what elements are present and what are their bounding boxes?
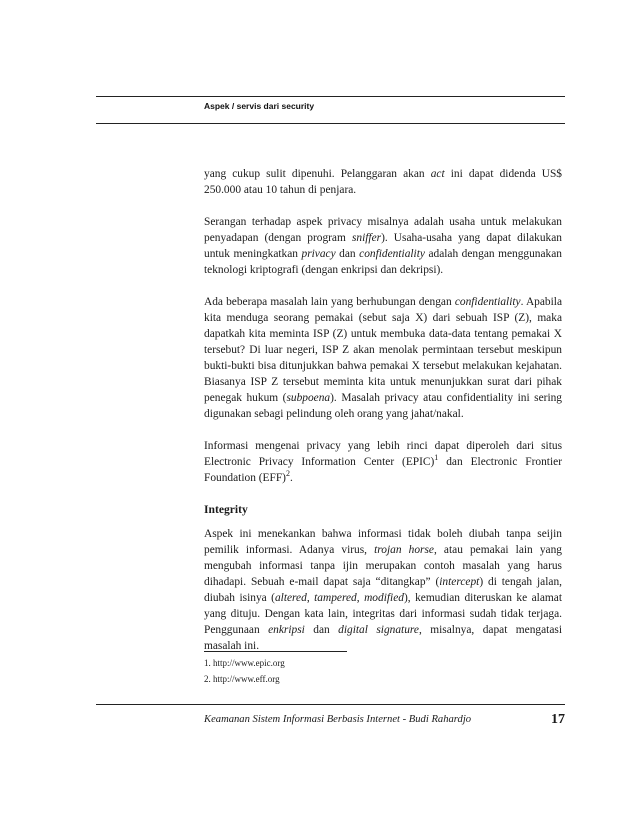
footnote-2[interactable]: 2. http://www.eff.org xyxy=(204,674,280,684)
paragraph-privacy-attack xyxy=(204,214,562,278)
text-run: ). Usaha-usaha yang dapat dilakukan untuk meningkatkan xyxy=(204,232,563,260)
footnote-ref[interactable]: 2 xyxy=(285,469,290,478)
text-run: ) di tengah jalan, diubah isinya ( xyxy=(204,576,563,604)
footnote-ref[interactable]: 1 xyxy=(434,453,439,462)
paragraph-privacy-resources xyxy=(204,438,562,486)
paragraph-integrity xyxy=(204,526,562,654)
footnote-1[interactable]: 1. http://www.epic.org xyxy=(204,658,285,668)
page-number: 17 xyxy=(551,712,565,727)
footnote-separator xyxy=(204,651,347,652)
section-heading-integrity: Integrity xyxy=(204,503,248,516)
text-run: dan Electronic Frontier Foundation (EFF) xyxy=(204,456,562,484)
footer-book-title: Keamanan Sistem Informasi Berbasis Internet - Budi Rahardjo xyxy=(204,714,472,725)
italic-term: intercept xyxy=(439,576,480,588)
text-run: . xyxy=(289,472,293,484)
page-footer xyxy=(204,714,565,725)
text-run: Aspek ini menekankan bahwa informasi tidak boleh diubah tanpa seijin pemilik informasi. Adanya virus, xyxy=(204,528,562,556)
text-run: Informasi mengenai privacy yang lebih rinci dapat diperoleh dari situs Electronic Privacy Information Center (EPIC) xyxy=(204,440,562,468)
text-run: yang cukup sulit dipenuhi. Pelanggaran akan xyxy=(204,168,431,180)
text-run: Serangan terhadap aspek privacy misalnya adalah usaha untuk melakukan penyadapan (dengan program xyxy=(204,216,562,244)
footnotes xyxy=(204,655,285,687)
text-run: , xyxy=(306,592,315,604)
text-run: ini dapat didenda US$ 250.000 atau 10 tahun di penjara. xyxy=(204,168,562,196)
text-run: ), kemudian diteruskan ke alamat yang dituju. Dengan kata lain, integritas dari informasi sudah tidak terjaga. Penggunaan xyxy=(204,592,562,636)
text-run: Ada beberapa masalah lain yang berhubungan dengan xyxy=(204,296,455,308)
footer-rule xyxy=(96,704,565,705)
page-body xyxy=(204,166,562,670)
text-run: , atau pemakai lain yang mengubah informasi tanpa ijin merupakan contoh masalah yang harus dihadapi. Sebuah e-mail dapat saja “ditangkap” ( xyxy=(204,544,562,588)
text-run: , misalnya, dapat mengatasi masalah ini. xyxy=(204,624,562,652)
italic-term: trojan horse xyxy=(374,544,434,556)
italic-term: tampered xyxy=(314,592,357,604)
italic-term: modified xyxy=(364,592,404,604)
italic-term: confidentiality xyxy=(359,248,425,260)
header-top-rule xyxy=(96,96,565,97)
paragraph-continuation xyxy=(204,166,562,198)
running-header-title: Aspek / servis dari security xyxy=(204,101,315,111)
text-run: dan xyxy=(304,624,339,636)
italic-term: privacy xyxy=(301,248,336,260)
text-run: adalah dengan menggunakan teknologi kriptografi (dengan enkripsi dan dekripsi). xyxy=(204,248,562,276)
text-run: dan xyxy=(335,248,360,260)
italic-term: digital signature xyxy=(338,624,419,636)
paragraph-confidentiality-issues xyxy=(204,294,562,422)
italic-term: subpoena xyxy=(286,392,331,404)
italic-term: act xyxy=(430,168,445,180)
italic-term: confidentiality xyxy=(454,296,521,308)
header-bottom-rule xyxy=(96,123,565,124)
italic-term: enkripsi xyxy=(268,624,305,636)
text-run: ). Masalah privacy atau confidentiality ini sering digunakan sebagi pelindung oleh orang yang jahat/nakal. xyxy=(204,392,563,420)
text-run: , xyxy=(356,592,365,604)
italic-term: sniffer xyxy=(351,232,382,244)
italic-term: altered xyxy=(274,592,307,604)
text-run: . Apabila kita menduga seorang pemakai (sebut saja X) dari sebuah ISP (Z), maka dapatkah kita meminta ISP (Z) untuk membuka data-data tentang pemakai X tersebut? Di luar negeri, ISP Z akan menolak permintaan tersebut meskipun bukti-bukti bisa ditunjukkan bahwa pemakai X tersebut melakukan kejahatan. Biasanya ISP Z tersebut meminta kita untuk menunjukkan surat dari pihak penegak hukum ( xyxy=(204,296,563,404)
